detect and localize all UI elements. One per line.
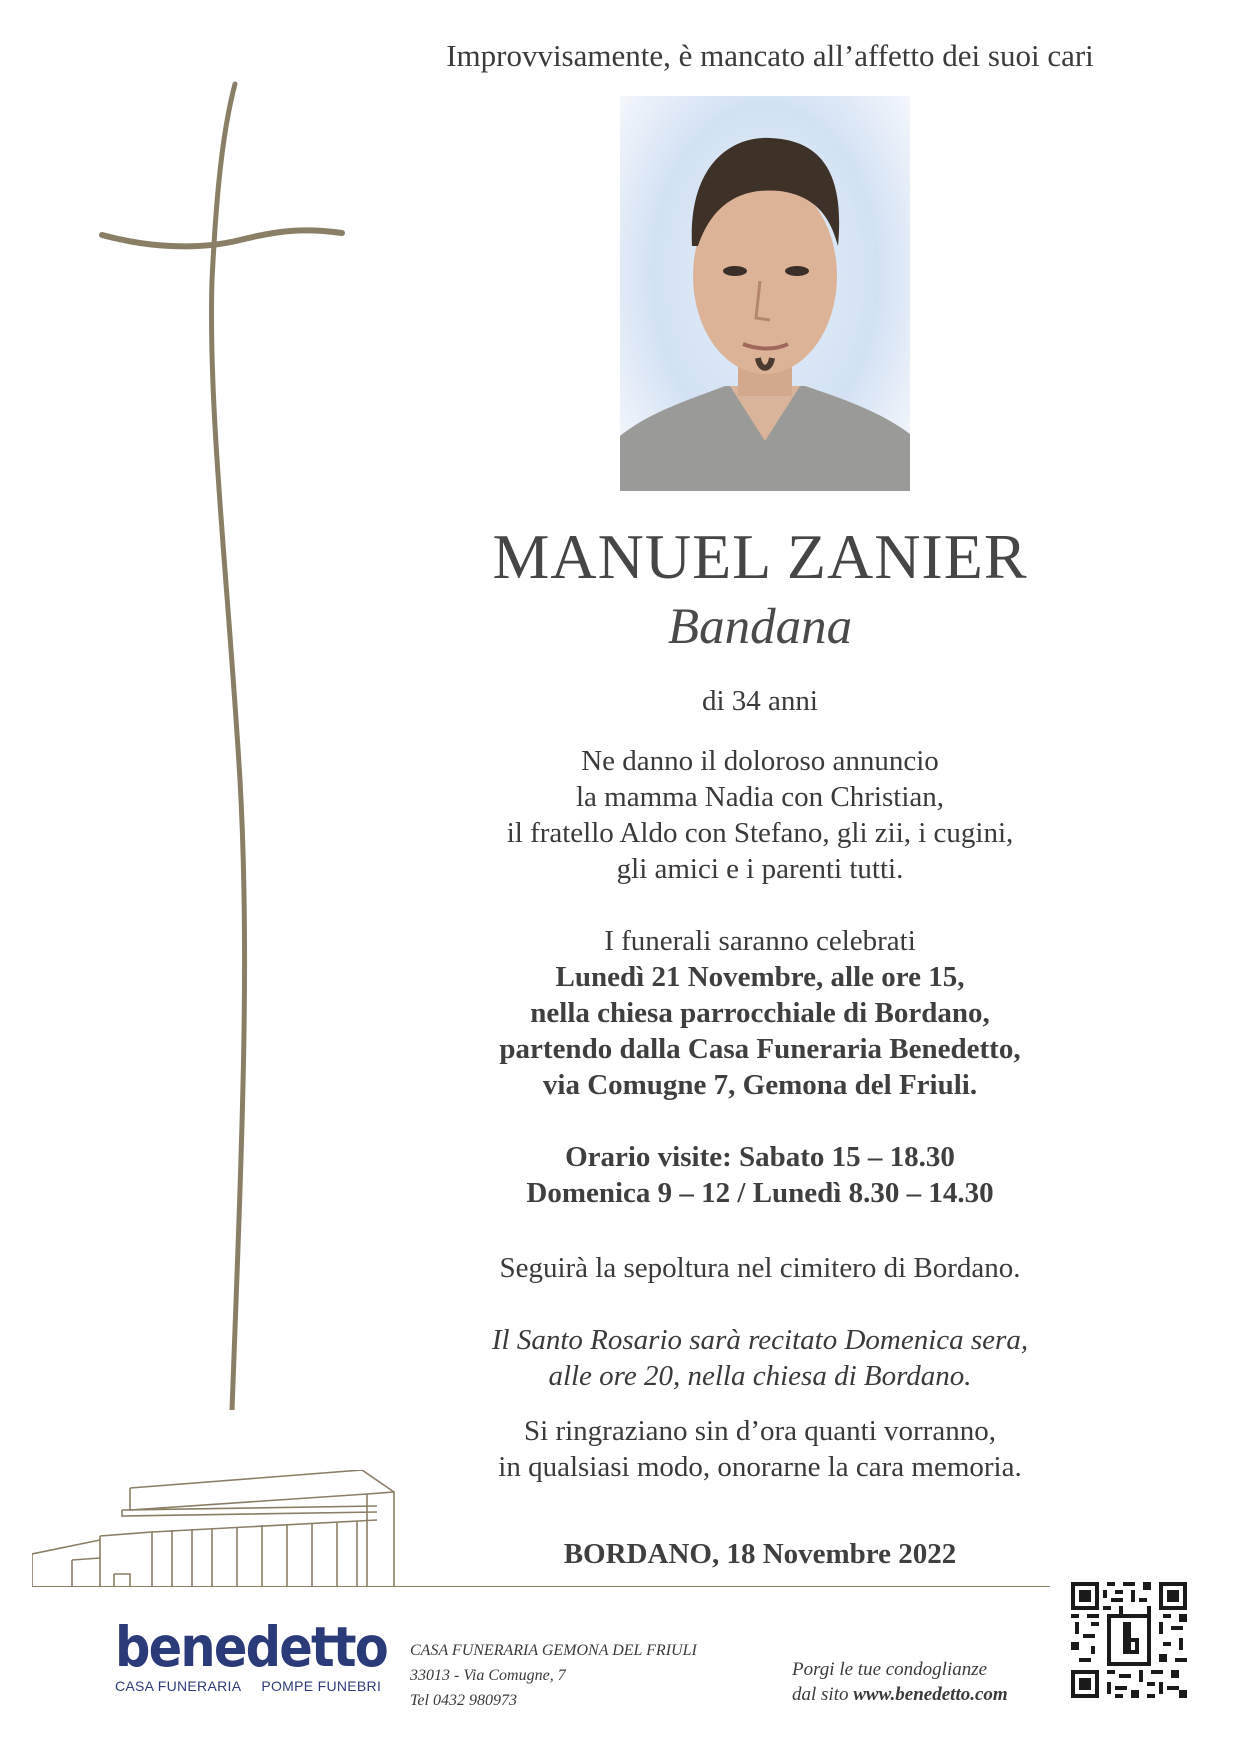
visiting-hours <box>440 1139 1080 1211</box>
burial-line: Seguirà la sepoltura nel cimitero di Bordano. <box>499 1252 1021 1284</box>
condolences-prefix: dal sito <box>792 1684 854 1705</box>
funeral-home-address <box>410 1638 697 1713</box>
condolences-line: Porgi le tue condoglianze <box>792 1659 988 1680</box>
qr-code-icon[interactable] <box>1067 1578 1191 1702</box>
thanks-line: in qualsiasi modo, onorarne la cara memoria. <box>498 1451 1022 1483</box>
funeral-block <box>440 923 1080 1103</box>
logo-subtitle-left: CASA FUNERARIA <box>115 1678 242 1694</box>
deceased-nickname: Bandana <box>667 599 853 655</box>
logo-subtitle <box>115 1678 382 1694</box>
place-and-date: BORDANO, 18 Novembre 2022 <box>563 1538 957 1570</box>
visiting-hours-line: Domenica 9 – 12 / Lunedì 8.30 – 14.30 <box>526 1177 994 1209</box>
footer-divider <box>32 1586 1050 1587</box>
funeral-detail-line: Lunedì 21 Novembre, alle ore 15, <box>555 961 965 993</box>
portrait-photo <box>620 96 910 491</box>
rosary-line: Il Santo Rosario sarà recitato Domenica sera, <box>491 1324 1029 1356</box>
thanks-line: Si ringraziano sin d’ora quanti vorranno, <box>524 1415 996 1447</box>
announcement-line: Ne danno il doloroso annuncio <box>581 745 939 777</box>
deceased-age: di 34 anni <box>702 685 818 717</box>
funeral-home-building-icon <box>32 1470 402 1588</box>
visiting-hours-line: Orario visite: Sabato 15 – 18.30 <box>565 1141 955 1173</box>
benedetto-logo <box>115 1615 387 1694</box>
funeral-detail-line: nella chiesa parrocchiale di Bordano, <box>530 997 990 1029</box>
announcement-line: la mamma Nadia con Christian, <box>575 781 945 813</box>
rosary-line: alle ore 20, nella chiesa di Bordano. <box>548 1360 972 1392</box>
rosary-block <box>440 1322 1080 1394</box>
deceased-name: MANUEL ZANIER <box>492 521 1028 592</box>
cross-icon <box>90 80 350 1410</box>
funeral-detail-line: via Comugne 7, Gemona del Friuli. <box>542 1069 978 1101</box>
logo-subtitle-right: POMPE FUNEBRI <box>261 1678 382 1694</box>
condolences-line <box>792 1682 1008 1707</box>
logo-wordmark: benedetto <box>115 1615 387 1679</box>
address-line: CASA FUNERARIA GEMONA DEL FRIULI <box>410 1642 697 1659</box>
address-line: 33013 - Via Comugne, 7 <box>410 1667 566 1684</box>
announcement-block <box>440 743 1080 887</box>
thanks-block <box>440 1413 1080 1485</box>
address-line: Tel 0432 980973 <box>410 1692 517 1709</box>
funeral-intro: I funerali saranno celebrati <box>604 925 916 957</box>
funeral-detail-line: partendo dalla Casa Funeraria Benedetto, <box>499 1033 1021 1065</box>
condolences-website-link[interactable]: www.benedetto.com <box>853 1684 1008 1705</box>
portrait-figure-icon <box>620 96 910 491</box>
intro-text: Improvvisamente, è mancato all’affetto dei suoi cari <box>446 38 1094 73</box>
announcement-line: il fratello Aldo con Stefano, gli zii, i cugini, <box>506 817 1014 849</box>
burial-text <box>440 1250 1080 1286</box>
announcement-line: gli amici e i parenti tutti. <box>616 853 904 885</box>
condolences-text <box>792 1657 1008 1707</box>
